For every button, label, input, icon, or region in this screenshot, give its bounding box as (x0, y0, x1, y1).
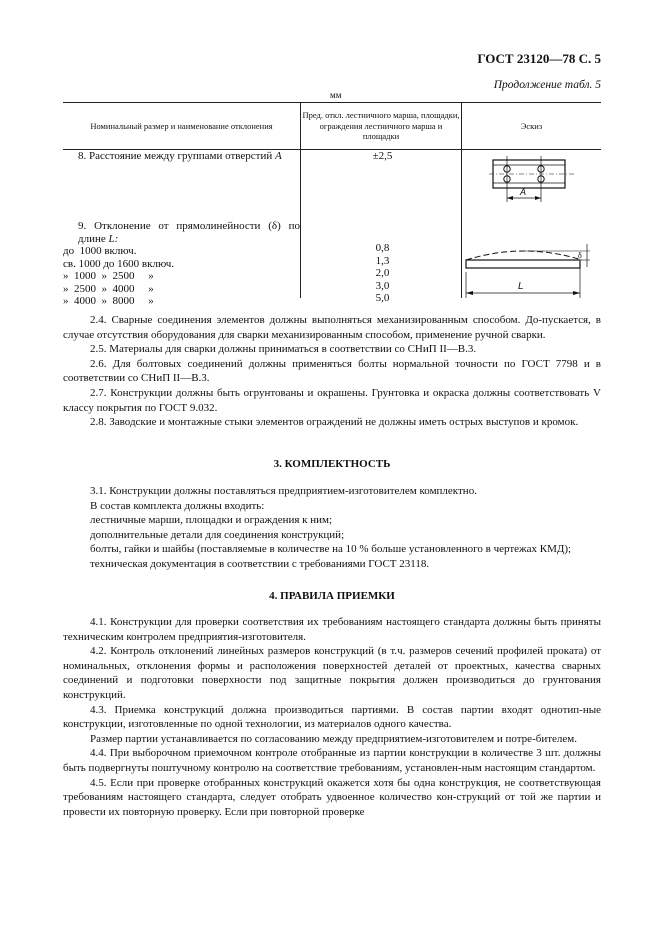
paragraph: дополнительные детали для соединения конструкций; (90, 528, 345, 541)
paragraph: 4.4. При выборочном приемочном контроле отобранные из партии конструкции в количестве 3 шт. должны быть подвергнуты поштучному контролю на соответствие требованиям, установлен-ным настоящим стандартом. (63, 747, 601, 774)
row8-name-text: 8. Расстояние между группами отверстий (78, 150, 273, 162)
paragraph: Размер партии устанавливается по согласованию между предприятием-изготовителем и потре-бителем. (90, 732, 577, 745)
table-continuation-label: Продолжение табл. 5 (493, 79, 601, 91)
paragraph: лестничные марши, площадки и ограждения к ним; (90, 514, 333, 527)
table-unit: мм (330, 90, 342, 100)
table-header-col1: Номинальный размер и наименование отклонения (90, 120, 273, 131)
row9-sketch-label-delta: δ (578, 251, 582, 260)
row9-name-var: L: (108, 232, 119, 245)
paragraph: 4.5. Если при проверке отобранных конструкций окажется хотя бы одна конструкция, не соответствующая требованиям настоящего стандарта, следует отобрать удвоенное количество кон-струкций от той же партии и провести их повторную проверку. Если при повторной проверке (63, 776, 601, 818)
paragraph: болты, гайки и шайбы (поставляемые в количестве на 10 % больше установленного в чертежах КМД); (90, 543, 572, 556)
row9-name-text: 9. Отклонение от прямолинейности (δ) по длине (78, 220, 300, 245)
document-code: ГОСТ 23120—78 С. 5 (477, 51, 601, 66)
table-header-col3: Эскиз (520, 120, 543, 131)
row9-line-value: 2,0 (375, 267, 390, 279)
row9-line-label: » 2500 » 4000 » (63, 282, 154, 295)
section3-paragraphs (63, 484, 601, 572)
row9-line-value: 3,0 (375, 279, 390, 292)
paragraph: 2.5. Материалы для сварки должны приниматься в соответствии со СНиП II—В.3. (90, 343, 477, 356)
paragraph: 4.1. Конструкции для проверки соответствия их требованиям настоящего стандарта должны быть приняты техническим контролем предприятия-изготовителя. (63, 616, 601, 643)
row9-line-value: 1,3 (375, 254, 390, 267)
paragraph: 4.2. Контроль отклонений линейных размеров конструкций (в т.ч. размеров сечений профилей проката) от номинальных, отклонения формы и расположения поверхностей деталей от проектных, качества сварных соединений и подготовки поверхности под защитные покрытия должен производиться до грунтования конструкций. (63, 645, 601, 701)
paragraph: 2.4. Сварные соединения элементов должны выполняться механизированным способом. До-пускается, в случае отсутствия оборудования для сварки механизированным способом, применение ручной сварки. (63, 314, 601, 341)
paragraph: 2.6. Для болтовых соединений должны применяться болты нормальной точности по ГОСТ 7798 и в соответствии со СНиП II—В.3. (63, 357, 601, 385)
paragraph: 3.1. Конструкции должны поставляться предприятием-изготовителем комплектно. (90, 485, 477, 497)
paragraph: 4.3. Приемка конструкций должна производиться партиями. В состав партии входят однотип-ные конструкции, изготовленные по одной технологии, из материалов одного качества. (63, 703, 601, 731)
row9-line-value: 5,0 (375, 292, 390, 304)
section2-paragraphs (63, 313, 601, 430)
section4-paragraphs (63, 615, 601, 819)
row9-line-value: 0,8 (375, 242, 390, 254)
paragraph: 2.7. Конструкции должны быть огрунтованы и окрашены. Грунтовка и окраска должны соответствовать V классу покрытия по ГОСТ 9.032. (63, 386, 601, 414)
row9-line-label: » 1000 » 2500 » (63, 270, 154, 282)
row9-sketch (462, 230, 592, 300)
row9-title (63, 220, 300, 245)
paragraph: техническая документация в соответствии с требованиями ГОСТ 23118. (90, 557, 430, 570)
row8-sketch (485, 152, 580, 214)
row8-value: ±2,5 (372, 150, 393, 162)
section4-title: 4. ПРАВИЛА ПРИЕМКИ (269, 590, 395, 602)
row9-line-label: до 1000 включ. (63, 245, 137, 257)
row9-lines (63, 245, 300, 308)
section3-title: 3. КОМПЛЕКТНОСТЬ (273, 458, 391, 470)
paragraph: В состав комплекта должны входить: (90, 499, 265, 512)
row9-sketch-label-l: L (518, 281, 524, 292)
row8-name (78, 150, 300, 163)
row8-sketch-label: A (520, 187, 527, 197)
row9-line-label: св. 1000 до 1600 включ. (63, 257, 175, 270)
row8-name-var: A (274, 150, 282, 162)
table-header-col2: Пред. откл. лестничного марша, площадки, ограждения лестничного марша и площадки (302, 110, 460, 142)
paragraph: 2.8. Заводские и монтажные стыки элементов ограждений не должны иметь острых выступов и кромок. (90, 416, 579, 429)
row9-name (63, 220, 300, 308)
row9-values (305, 242, 460, 305)
row9-line-label: » 4000 » 8000 » (63, 295, 154, 307)
table-divider-1 (300, 102, 301, 298)
